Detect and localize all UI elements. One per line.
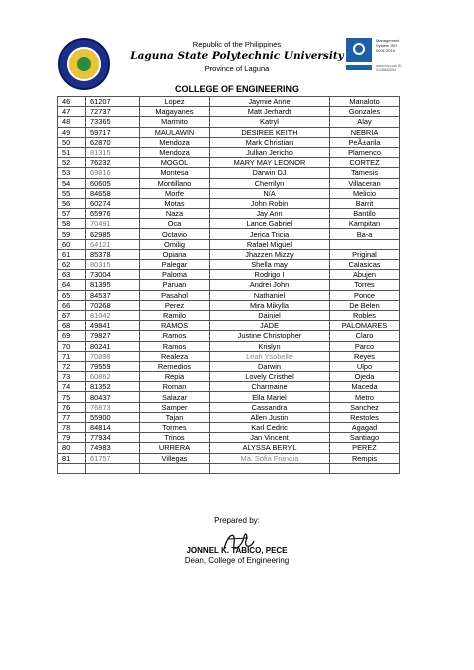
row-number-cell: 66 <box>58 300 86 310</box>
last-name-cell: Pasahol <box>140 290 210 300</box>
student-id-cell: 76873 <box>86 402 140 412</box>
first-name-cell: Darwin <box>210 361 330 371</box>
middle-name-cell: Ba-a <box>330 229 400 239</box>
signatory-role: Dean, College of Engineering <box>184 556 290 565</box>
table-row <box>58 270 400 280</box>
row-number-cell: 81 <box>58 453 86 463</box>
table-row <box>58 280 400 290</box>
first-name-cell: N/A <box>210 188 330 198</box>
student-id-cell: 79827 <box>86 331 140 341</box>
first-name-cell: Jhazzen Mizzy <box>210 249 330 259</box>
table-row <box>58 433 400 443</box>
last-name-cell: Oca <box>140 219 210 229</box>
student-id-cell: 70491 <box>86 219 140 229</box>
row-number-cell: 60 <box>58 239 86 249</box>
middle-name-cell: NEBRIA <box>330 127 400 137</box>
row-number-cell: 69 <box>58 331 86 341</box>
table-row <box>58 443 400 453</box>
row-number-cell: 65 <box>58 290 86 300</box>
iso-certification-logo <box>346 38 404 78</box>
table-row <box>58 423 400 433</box>
student-id-cell: 85378 <box>86 249 140 259</box>
row-number-cell: 50 <box>58 137 86 147</box>
table-row <box>58 97 400 107</box>
table-row <box>58 310 400 320</box>
middle-name-cell: Gonzales <box>330 107 400 117</box>
row-number-cell: 78 <box>58 423 86 433</box>
middle-name-cell: Ojeda <box>330 372 400 382</box>
last-name-cell: Mendoza <box>140 137 210 147</box>
middle-name-cell: Robles <box>330 310 400 320</box>
student-id-cell: 62870 <box>86 137 140 147</box>
student-id-cell: 70898 <box>86 351 140 361</box>
table-row <box>58 239 400 249</box>
last-name-cell: Samper <box>140 402 210 412</box>
student-id-cell: 72737 <box>86 107 140 117</box>
first-name-cell: Ella Mariel <box>210 392 330 402</box>
first-name-cell: Jan Vincent <box>210 433 330 443</box>
first-name-cell: Andrei John <box>210 280 330 290</box>
middle-name-cell: Calasicas <box>330 260 400 270</box>
row-number-cell: 46 <box>58 97 86 107</box>
table-row <box>58 107 400 117</box>
student-id-cell: 79559 <box>86 361 140 371</box>
first-name-cell: Darwin DJ <box>210 168 330 178</box>
last-name-cell: Remedios <box>140 361 210 371</box>
last-name-cell: Trinos <box>140 433 210 443</box>
middle-name-cell: Santiago <box>330 433 400 443</box>
row-number-cell: 52 <box>58 158 86 168</box>
page-title: COLLEGE OF ENGINEERING <box>174 84 299 94</box>
table-row <box>58 158 400 168</box>
first-name-cell: Rafael Miguel <box>210 239 330 249</box>
first-name-cell: Jay Ann <box>210 209 330 219</box>
tuv-logo-icon <box>346 38 372 62</box>
first-name-cell: ALYSSA BERYL <box>210 443 330 453</box>
middle-name-cell: Maceda <box>330 382 400 392</box>
middle-name-cell: PeÃ±arila <box>330 137 400 147</box>
student-id-cell: 81352 <box>86 382 140 392</box>
first-name-cell: Shella may <box>210 260 330 270</box>
last-name-cell: Salazar <box>140 392 210 402</box>
first-name-cell: Katryl <box>210 117 330 127</box>
middle-name-cell: Bantilo <box>330 209 400 219</box>
first-name-cell <box>210 463 330 473</box>
middle-name-cell: Villaceran <box>330 178 400 188</box>
middle-name-cell: Abujen <box>330 270 400 280</box>
middle-name-cell: Priginal <box>330 249 400 259</box>
row-number-cell: 49 <box>58 127 86 137</box>
last-name-cell: Ramilo <box>140 310 210 320</box>
roster-body <box>58 97 400 474</box>
table-row <box>58 402 400 412</box>
last-name-cell: Palegar <box>140 260 210 270</box>
student-id-cell: 80437 <box>86 392 140 402</box>
student-id-cell: 81395 <box>86 280 140 290</box>
middle-name-cell: PALOMARES <box>330 321 400 331</box>
first-name-cell: DESIREE KEITH <box>210 127 330 137</box>
student-id-cell: 60862 <box>86 372 140 382</box>
middle-name-cell: Alay <box>330 117 400 127</box>
student-id-cell <box>86 463 140 473</box>
student-id-cell: 80241 <box>86 341 140 351</box>
row-number-cell: 53 <box>58 168 86 178</box>
student-id-cell: 60274 <box>86 198 140 208</box>
row-number-cell: 71 <box>58 351 86 361</box>
middle-name-cell: Agagad <box>330 423 400 433</box>
table-row <box>58 372 400 382</box>
student-id-cell: 55900 <box>86 412 140 422</box>
last-name-cell: Montillano <box>140 178 210 188</box>
row-number-cell: 62 <box>58 260 86 270</box>
first-name-cell: Cherrilyn <box>210 178 330 188</box>
first-name-cell: JADE <box>210 321 330 331</box>
row-number-cell: 80 <box>58 443 86 453</box>
prepared-by-label: Prepared by: <box>214 516 260 525</box>
row-number-cell: 79 <box>58 433 86 443</box>
row-number-cell: 70 <box>58 341 86 351</box>
student-id-cell: 74983 <box>86 443 140 453</box>
table-row <box>58 127 400 137</box>
row-number-cell: 63 <box>58 270 86 280</box>
row-number-cell: 47 <box>58 107 86 117</box>
student-roster-table <box>57 96 400 474</box>
middle-name-cell: Ponce <box>330 290 400 300</box>
student-id-cell: 62985 <box>86 229 140 239</box>
last-name-cell: Opiana <box>140 249 210 259</box>
student-id-cell: 81042 <box>86 310 140 320</box>
student-id-cell: 84537 <box>86 290 140 300</box>
table-row <box>58 137 400 147</box>
header-university-name: Laguna State Polytechnic University <box>130 50 344 62</box>
middle-name-cell <box>330 239 400 249</box>
middle-name-cell: Tamesis <box>330 168 400 178</box>
cert-subtext: www.tuv.com ID 9108683054 <box>376 64 402 72</box>
first-name-cell: Matt Jerhardt <box>210 107 330 117</box>
last-name-cell: Paruan <box>140 280 210 290</box>
header-republic: Republic of the Philippines <box>192 40 282 49</box>
row-number-cell: 61 <box>58 249 86 259</box>
cert-bar <box>346 65 372 70</box>
row-number-cell: 55 <box>58 188 86 198</box>
last-name-cell: Omilig <box>140 239 210 249</box>
student-id-cell: 61207 <box>86 97 140 107</box>
table-row <box>58 219 400 229</box>
cert-text: Management System ISO 9001:2015 <box>376 38 400 53</box>
middle-name-cell <box>330 463 400 473</box>
table-row <box>58 412 400 422</box>
table-row <box>58 331 400 341</box>
student-id-cell: 69816 <box>86 168 140 178</box>
middle-name-cell: De Belen <box>330 300 400 310</box>
middle-name-cell: Sanchez <box>330 402 400 412</box>
middle-name-cell: PEREZ <box>330 443 400 453</box>
last-name-cell: Magayanes <box>140 107 210 117</box>
table-row <box>58 168 400 178</box>
table-row <box>58 351 400 361</box>
student-id-cell: 81315 <box>86 147 140 157</box>
first-name-cell: Ma. Sofia Francia <box>210 453 330 463</box>
student-id-cell: 76232 <box>86 158 140 168</box>
row-number-cell: 54 <box>58 178 86 188</box>
last-name-cell: Ramos <box>140 341 210 351</box>
last-name-cell: Motas <box>140 198 210 208</box>
row-number-cell: 73 <box>58 372 86 382</box>
student-id-cell: 60605 <box>86 178 140 188</box>
middle-name-cell: Melicio <box>330 188 400 198</box>
last-name-cell: Morfe <box>140 188 210 198</box>
student-id-cell: 84814 <box>86 423 140 433</box>
middle-name-cell: Restoles <box>330 412 400 422</box>
last-name-cell: Villegas <box>140 453 210 463</box>
row-number-cell: 76 <box>58 402 86 412</box>
table-row <box>58 453 400 463</box>
row-number-cell: 68 <box>58 321 86 331</box>
first-name-cell: Nathaniel <box>210 290 330 300</box>
middle-name-cell: Metro <box>330 392 400 402</box>
table-row <box>58 198 400 208</box>
first-name-cell: Lovely Cristhel <box>210 372 330 382</box>
student-id-cell: 70268 <box>86 300 140 310</box>
first-name-cell: Dainiel <box>210 310 330 320</box>
table-row <box>58 260 400 270</box>
student-id-cell: 65976 <box>86 209 140 219</box>
last-name-cell: Realeza <box>140 351 210 361</box>
last-name-cell: Tajan <box>140 412 210 422</box>
last-name-cell: Roman <box>140 382 210 392</box>
last-name-cell: Ramos <box>140 331 210 341</box>
row-number-cell: 64 <box>58 280 86 290</box>
table-row <box>58 188 400 198</box>
table-row <box>58 463 400 473</box>
student-id-cell: 73004 <box>86 270 140 280</box>
first-name-cell: MARY MAY LEONOR <box>210 158 330 168</box>
first-name-cell: Karl Cedric <box>210 423 330 433</box>
row-number-cell: 72 <box>58 361 86 371</box>
last-name-cell: MAULAWIN <box>140 127 210 137</box>
last-name-cell: Lopez <box>140 97 210 107</box>
row-number-cell: 58 <box>58 219 86 229</box>
student-id-cell: 77934 <box>86 433 140 443</box>
middle-name-cell: Parco <box>330 341 400 351</box>
student-id-cell: 61757 <box>86 453 140 463</box>
row-number-cell: 74 <box>58 382 86 392</box>
student-id-cell: 84658 <box>86 188 140 198</box>
row-number-cell: 75 <box>58 392 86 402</box>
student-id-cell: 80315 <box>86 260 140 270</box>
first-name-cell: Jerica Tricia <box>210 229 330 239</box>
first-name-cell: Jaymie Anne <box>210 97 330 107</box>
middle-name-cell: Torres <box>330 280 400 290</box>
first-name-cell: Cassandra <box>210 402 330 412</box>
middle-name-cell: CORTEZ <box>330 158 400 168</box>
middle-name-cell: Claro <box>330 331 400 341</box>
table-row <box>58 209 400 219</box>
last-name-cell <box>140 463 210 473</box>
student-id-cell: 73365 <box>86 117 140 127</box>
handwritten-signature <box>218 527 258 557</box>
first-name-cell: Krislyn <box>210 341 330 351</box>
last-name-cell: Montesa <box>140 168 210 178</box>
row-number-cell: 77 <box>58 412 86 422</box>
last-name-cell: RAMOS <box>140 321 210 331</box>
first-name-cell: John Robin <box>210 198 330 208</box>
table-row <box>58 300 400 310</box>
middle-name-cell: Manaloto <box>330 97 400 107</box>
middle-name-cell: Plamenco <box>330 147 400 157</box>
last-name-cell: Tormes <box>140 423 210 433</box>
last-name-cell: Mendoza <box>140 147 210 157</box>
middle-name-cell: Rempis <box>330 453 400 463</box>
middle-name-cell: Barrit <box>330 198 400 208</box>
table-row <box>58 178 400 188</box>
table-row <box>58 229 400 239</box>
last-name-cell: Marmito <box>140 117 210 127</box>
middle-name-cell: Kampitan <box>330 219 400 229</box>
signatory-name: JONNEL K. TABICO, PECE <box>186 546 288 555</box>
first-name-cell: Jullian Jericho <box>210 147 330 157</box>
table-row <box>58 290 400 300</box>
first-name-cell: Allen Justin <box>210 412 330 422</box>
last-name-cell: Paloma <box>140 270 210 280</box>
first-name-cell: Mira Mikylla <box>210 300 330 310</box>
row-number-cell: 59 <box>58 229 86 239</box>
table-row <box>58 392 400 402</box>
table-row <box>58 321 400 331</box>
last-name-cell: URRERA <box>140 443 210 453</box>
first-name-cell: Charmaine <box>210 382 330 392</box>
row-number-cell <box>58 463 86 473</box>
first-name-cell: Mark Christian <box>210 137 330 147</box>
middle-name-cell: Ulpo <box>330 361 400 371</box>
row-number-cell: 67 <box>58 310 86 320</box>
student-id-cell: 49841 <box>86 321 140 331</box>
table-row <box>58 361 400 371</box>
student-id-cell: 64121 <box>86 239 140 249</box>
last-name-cell: Repia <box>140 372 210 382</box>
first-name-cell: Leah Ysobelle <box>210 351 330 361</box>
last-name-cell: Octavio <box>140 229 210 239</box>
first-name-cell: Justine Christopher <box>210 331 330 341</box>
document-header <box>0 0 474 86</box>
last-name-cell: MOGOL <box>140 158 210 168</box>
table-row <box>58 147 400 157</box>
table-row <box>58 249 400 259</box>
table-row <box>58 341 400 351</box>
first-name-cell: Rodrigo I <box>210 270 330 280</box>
row-number-cell: 57 <box>58 209 86 219</box>
row-number-cell: 56 <box>58 198 86 208</box>
last-name-cell: Naza <box>140 209 210 219</box>
first-name-cell: Lance Gabriel <box>210 219 330 229</box>
student-id-cell: 59717 <box>86 127 140 137</box>
row-number-cell: 48 <box>58 117 86 127</box>
table-row <box>58 382 400 392</box>
last-name-cell: Perez <box>140 300 210 310</box>
middle-name-cell: Reyes <box>330 351 400 361</box>
header-province: Province of Laguna <box>204 64 270 73</box>
row-number-cell: 51 <box>58 147 86 157</box>
table-row <box>58 117 400 127</box>
